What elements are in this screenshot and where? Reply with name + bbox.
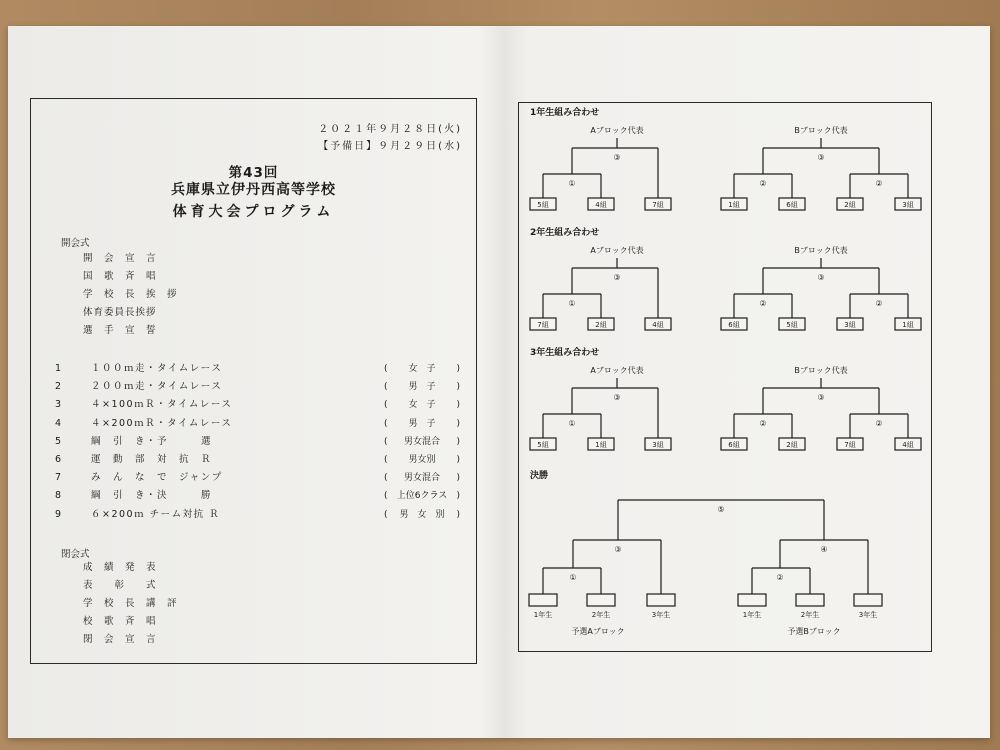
event-name: 綱 引 き・決 勝 [91, 490, 213, 502]
class-box-label: 7組 [537, 321, 549, 329]
b-final-mark: ③ [817, 273, 825, 282]
bracket-diagram [518, 102, 932, 652]
b-left-mark: ② [759, 299, 767, 308]
a-final-mark: ③ [613, 153, 621, 162]
event-row [51, 506, 471, 524]
edition-title: 第43回 [228, 165, 279, 181]
list-item: 学 校 長 挨 拶 [83, 289, 178, 300]
event-number: 9 [55, 508, 62, 520]
class-box-label: 1組 [902, 321, 914, 329]
event-category: ( 女 子 ) [384, 400, 460, 411]
block-a-label: Aブロック代表 [590, 366, 644, 375]
final-heading: 決勝 [530, 471, 549, 481]
grade-heading: 3年生組み合わせ [530, 348, 600, 358]
block-a-label: Aブロック代表 [590, 246, 644, 255]
final-mark: ⑤ [717, 505, 725, 514]
list-item: 体育委員長挨拶 [83, 307, 157, 318]
b-left-mark: ② [759, 419, 767, 428]
event-name: 運 動 部 対 抗 Ｒ [91, 453, 213, 465]
event-number: 3 [55, 399, 62, 411]
event-number: 1 [55, 363, 62, 374]
event-number: 7 [55, 472, 62, 484]
grade-box [854, 594, 882, 606]
a-inner-mark: ① [568, 179, 576, 188]
class-box-label: 3組 [652, 441, 664, 449]
class-box-label: 7組 [652, 201, 664, 209]
list-item: 成 績 発 表 [83, 562, 157, 573]
a-inner-mark: ① [569, 573, 577, 582]
block-b-label: Bブロック代表 [794, 366, 848, 375]
grade-heading: 2年生組み合わせ [530, 228, 600, 238]
event-category: ( 男 女 別 ) [384, 509, 460, 520]
event-row [51, 487, 471, 505]
list-item: 学 校 長 講 評 [83, 598, 178, 609]
event-category: ( 男女混合 ) [384, 473, 460, 484]
event-category: ( 女 子 ) [384, 364, 460, 374]
event-row [51, 469, 471, 487]
qualifier-b-label: 予選Bブロック [787, 627, 841, 636]
event-date: ２０２１年９月２８日(火) [318, 124, 462, 135]
class-box-label: 6組 [728, 441, 740, 449]
list-item: 選 手 宣 誓 [83, 325, 157, 336]
a-final-mark: ③ [613, 393, 621, 402]
event-category: ( 上位6クラス ) [384, 491, 460, 502]
class-box-label: 6組 [728, 321, 740, 329]
event-category: ( 男 子 ) [384, 382, 460, 393]
grade-label: 1年生 [533, 611, 553, 619]
event-number: 6 [55, 453, 62, 465]
b-right-mark: ② [875, 299, 883, 308]
event-number: 4 [55, 417, 62, 429]
event-row [51, 433, 471, 451]
class-box-label: 6組 [786, 201, 798, 209]
grade-label: 3年生 [651, 611, 671, 619]
grade-label: 2年生 [591, 611, 611, 619]
list-item: 閉 会 宣 言 [83, 634, 157, 645]
school-name: 兵庫県立伊丹西高等学校 [171, 182, 336, 198]
opening-ceremony-list [83, 250, 178, 340]
a-inner-mark: ① [568, 299, 576, 308]
block-b-label: Bブロック代表 [794, 246, 848, 255]
class-box-label: 3組 [844, 321, 856, 329]
event-number: 5 [55, 435, 62, 447]
event-row [51, 415, 471, 433]
block-b-label: Bブロック代表 [794, 126, 848, 135]
b-right-mark: ② [875, 419, 883, 428]
event-row [51, 378, 471, 396]
event-row [51, 396, 471, 414]
event-number: 8 [55, 490, 62, 502]
class-box-label: 2組 [595, 321, 607, 329]
a-mark: ③ [614, 545, 622, 554]
list-item: 開 会 宣 言 [83, 253, 157, 264]
grade-box [796, 594, 824, 606]
event-name: ４×200ｍＲ・タイムレース [91, 417, 233, 429]
program-panel [30, 98, 477, 664]
event-name: み ん な で ジャンプ [91, 472, 223, 484]
a-final-mark: ③ [613, 273, 621, 282]
event-name: 綱 引 き・予 選 [91, 435, 213, 447]
event-name: ２００ｍ走・タイムレース [91, 381, 223, 393]
class-box-label: 5組 [537, 201, 549, 209]
class-box-label: 4組 [902, 441, 914, 449]
b-final-mark: ③ [817, 393, 825, 402]
event-list [51, 360, 471, 524]
grade-label: 3年生 [858, 611, 878, 619]
grade-label: 2年生 [800, 611, 820, 619]
b-mark: ④ [820, 545, 828, 554]
event-category: ( 男 子 ) [384, 418, 460, 429]
class-box-label: 1組 [595, 441, 607, 449]
grade-label: 1年生 [742, 611, 762, 619]
class-box-label: 7組 [844, 441, 856, 449]
grade-box [738, 594, 766, 606]
closing-ceremony-heading: 閉会式 [61, 549, 90, 560]
b-inner-mark: ② [776, 573, 784, 582]
class-box-label: 3組 [902, 201, 914, 209]
b-left-mark: ② [759, 179, 767, 188]
class-box-label: 4組 [652, 321, 664, 329]
event-number: 2 [55, 381, 62, 393]
class-box-label: 1組 [728, 201, 740, 209]
event-row [51, 451, 471, 469]
grade-heading: 1年生組み合わせ [530, 108, 600, 118]
class-box-label: 4組 [595, 201, 607, 209]
qualifier-a-label: 予選Aブロック [571, 627, 625, 636]
b-right-mark: ② [875, 179, 883, 188]
event-name: ６×200ｍ チーム対抗 Ｒ [91, 508, 221, 520]
grade-box [587, 594, 615, 606]
event-name: ４×100ｍＲ・タイムレース [91, 399, 233, 411]
a-inner-mark: ① [568, 419, 576, 428]
reserve-date: 【予備日】９月２９日(水) [318, 141, 462, 152]
grade-box [647, 594, 675, 606]
list-item: 国 歌 斉 唱 [83, 271, 157, 282]
class-box-label: 5組 [537, 441, 549, 449]
class-box-label: 2組 [786, 441, 798, 449]
list-item: 校 歌 斉 唱 [83, 616, 157, 627]
event-category: ( 男女混合 ) [384, 436, 460, 447]
grade-box [529, 594, 557, 606]
program-title: 体育大会プログラム [172, 204, 335, 220]
class-box-label: 5組 [786, 321, 798, 329]
class-box-label: 2組 [844, 201, 856, 209]
event-category: ( 男女別 ) [384, 454, 460, 465]
b-final-mark: ③ [817, 153, 825, 162]
opening-ceremony-heading: 開会式 [61, 238, 90, 249]
event-name: １００ｍ走・タイムレース [91, 363, 223, 374]
closing-ceremony-list [83, 559, 178, 649]
block-a-label: Aブロック代表 [590, 126, 644, 135]
event-row [51, 360, 471, 378]
list-item: 表 彰 式 [83, 580, 157, 591]
